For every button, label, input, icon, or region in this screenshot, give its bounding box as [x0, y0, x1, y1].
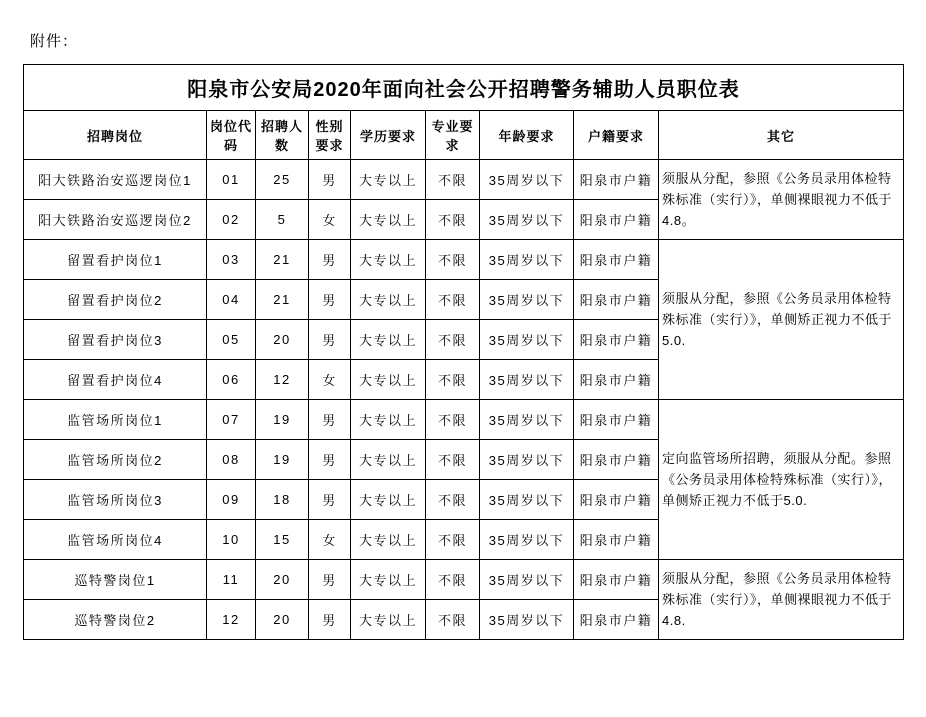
age-cell: 35周岁以下	[480, 520, 574, 560]
remark-cell: 须服从分配，参照《公务员录用体检特殊标准（实行）》，单侧矫正视力不低于5.0.	[659, 240, 904, 400]
major-cell: 不限	[426, 240, 480, 280]
count-cell: 5	[256, 200, 309, 240]
remark-cell: 须服从分配，参照《公务员录用体检特殊标准（实行）》，单侧裸眼视力不低于4.8.	[659, 560, 904, 640]
col-header-residence: 户籍要求	[574, 111, 659, 160]
table-row	[24, 160, 904, 200]
code-cell: 11	[207, 560, 256, 600]
major-cell: 不限	[426, 520, 480, 560]
count-cell: 18	[256, 480, 309, 520]
residence-cell: 阳泉市户籍	[574, 200, 659, 240]
count-cell: 21	[256, 280, 309, 320]
position-cell: 监管场所岗位4	[24, 520, 207, 560]
code-cell: 08	[207, 440, 256, 480]
age-cell: 35周岁以下	[480, 600, 574, 640]
count-cell: 20	[256, 560, 309, 600]
code-cell: 05	[207, 320, 256, 360]
major-cell: 不限	[426, 560, 480, 600]
remark-cell: 定向监管场所招聘，须服从分配。参照《公务员录用体检特殊标准（实行）》，单侧矫正视力不低于5.0.	[659, 400, 904, 560]
education-cell: 大专以上	[351, 520, 426, 560]
residence-cell: 阳泉市户籍	[574, 240, 659, 280]
residence-cell: 阳泉市户籍	[574, 360, 659, 400]
table-title: 阳泉市公安局2020年面向社会公开招聘警务辅助人员职位表	[24, 65, 904, 111]
gender-cell: 男	[309, 280, 351, 320]
code-cell: 12	[207, 600, 256, 640]
age-cell: 35周岁以下	[480, 440, 574, 480]
major-cell: 不限	[426, 200, 480, 240]
gender-cell: 男	[309, 600, 351, 640]
col-header-education: 学历要求	[351, 111, 426, 160]
count-cell: 20	[256, 320, 309, 360]
education-cell: 大专以上	[351, 360, 426, 400]
title-row	[24, 65, 904, 111]
major-cell: 不限	[426, 160, 480, 200]
count-cell: 20	[256, 600, 309, 640]
age-cell: 35周岁以下	[480, 240, 574, 280]
count-cell: 25	[256, 160, 309, 200]
age-cell: 35周岁以下	[480, 560, 574, 600]
gender-cell: 男	[309, 560, 351, 600]
count-cell: 15	[256, 520, 309, 560]
gender-cell: 男	[309, 400, 351, 440]
count-cell: 12	[256, 360, 309, 400]
gender-cell: 男	[309, 240, 351, 280]
residence-cell: 阳泉市户籍	[574, 320, 659, 360]
age-cell: 35周岁以下	[480, 360, 574, 400]
header-row	[24, 111, 904, 160]
position-cell: 留置看护岗位3	[24, 320, 207, 360]
gender-cell: 女	[309, 360, 351, 400]
position-cell: 留置看护岗位4	[24, 360, 207, 400]
major-cell: 不限	[426, 400, 480, 440]
residence-cell: 阳泉市户籍	[574, 560, 659, 600]
col-header-position: 招聘岗位	[24, 111, 207, 160]
residence-cell: 阳泉市户籍	[574, 480, 659, 520]
code-cell: 06	[207, 360, 256, 400]
col-header-age: 年龄要求	[480, 111, 574, 160]
education-cell: 大专以上	[351, 280, 426, 320]
code-cell: 07	[207, 400, 256, 440]
residence-cell: 阳泉市户籍	[574, 160, 659, 200]
code-cell: 04	[207, 280, 256, 320]
age-cell: 35周岁以下	[480, 400, 574, 440]
major-cell: 不限	[426, 320, 480, 360]
count-cell: 19	[256, 400, 309, 440]
major-cell: 不限	[426, 600, 480, 640]
gender-cell: 女	[309, 520, 351, 560]
residence-cell: 阳泉市户籍	[574, 520, 659, 560]
age-cell: 35周岁以下	[480, 200, 574, 240]
age-cell: 35周岁以下	[480, 160, 574, 200]
count-cell: 19	[256, 440, 309, 480]
position-cell: 阳大铁路治安巡逻岗位2	[24, 200, 207, 240]
table-row	[24, 560, 904, 600]
position-cell: 监管场所岗位3	[24, 480, 207, 520]
code-cell: 02	[207, 200, 256, 240]
remark-cell: 须服从分配，参照《公务员录用体检特殊标准（实行）》，单侧裸眼视力不低于4.8。	[659, 160, 904, 240]
col-header-other: 其它	[659, 111, 904, 160]
position-cell: 留置看护岗位2	[24, 280, 207, 320]
code-cell: 01	[207, 160, 256, 200]
education-cell: 大专以上	[351, 560, 426, 600]
education-cell: 大专以上	[351, 200, 426, 240]
job-position-table	[23, 64, 904, 640]
col-header-major: 专业要求	[426, 111, 480, 160]
code-cell: 03	[207, 240, 256, 280]
position-cell: 阳大铁路治安巡逻岗位1	[24, 160, 207, 200]
count-cell: 21	[256, 240, 309, 280]
table-row	[24, 400, 904, 440]
education-cell: 大专以上	[351, 320, 426, 360]
gender-cell: 男	[309, 320, 351, 360]
code-cell: 09	[207, 480, 256, 520]
education-cell: 大专以上	[351, 600, 426, 640]
age-cell: 35周岁以下	[480, 480, 574, 520]
gender-cell: 女	[309, 200, 351, 240]
education-cell: 大专以上	[351, 160, 426, 200]
position-cell: 巡特警岗位2	[24, 600, 207, 640]
age-cell: 35周岁以下	[480, 280, 574, 320]
education-cell: 大专以上	[351, 240, 426, 280]
attachment-label: 附件：	[30, 33, 79, 50]
residence-cell: 阳泉市户籍	[574, 280, 659, 320]
gender-cell: 男	[309, 480, 351, 520]
gender-cell: 男	[309, 160, 351, 200]
table-row	[24, 240, 904, 280]
residence-cell: 阳泉市户籍	[574, 440, 659, 480]
position-cell: 巡特警岗位1	[24, 560, 207, 600]
position-cell: 监管场所岗位1	[24, 400, 207, 440]
education-cell: 大专以上	[351, 440, 426, 480]
education-cell: 大专以上	[351, 480, 426, 520]
education-cell: 大专以上	[351, 400, 426, 440]
gender-cell: 男	[309, 440, 351, 480]
position-cell: 留置看护岗位1	[24, 240, 207, 280]
major-cell: 不限	[426, 440, 480, 480]
major-cell: 不限	[426, 480, 480, 520]
major-cell: 不限	[426, 280, 480, 320]
major-cell: 不限	[426, 360, 480, 400]
residence-cell: 阳泉市户籍	[574, 600, 659, 640]
code-cell: 10	[207, 520, 256, 560]
position-cell: 监管场所岗位2	[24, 440, 207, 480]
col-header-code: 岗位代码	[207, 111, 256, 160]
col-header-gender: 性别要求	[309, 111, 351, 160]
age-cell: 35周岁以下	[480, 320, 574, 360]
residence-cell: 阳泉市户籍	[574, 400, 659, 440]
col-header-count: 招聘人数	[256, 111, 309, 160]
